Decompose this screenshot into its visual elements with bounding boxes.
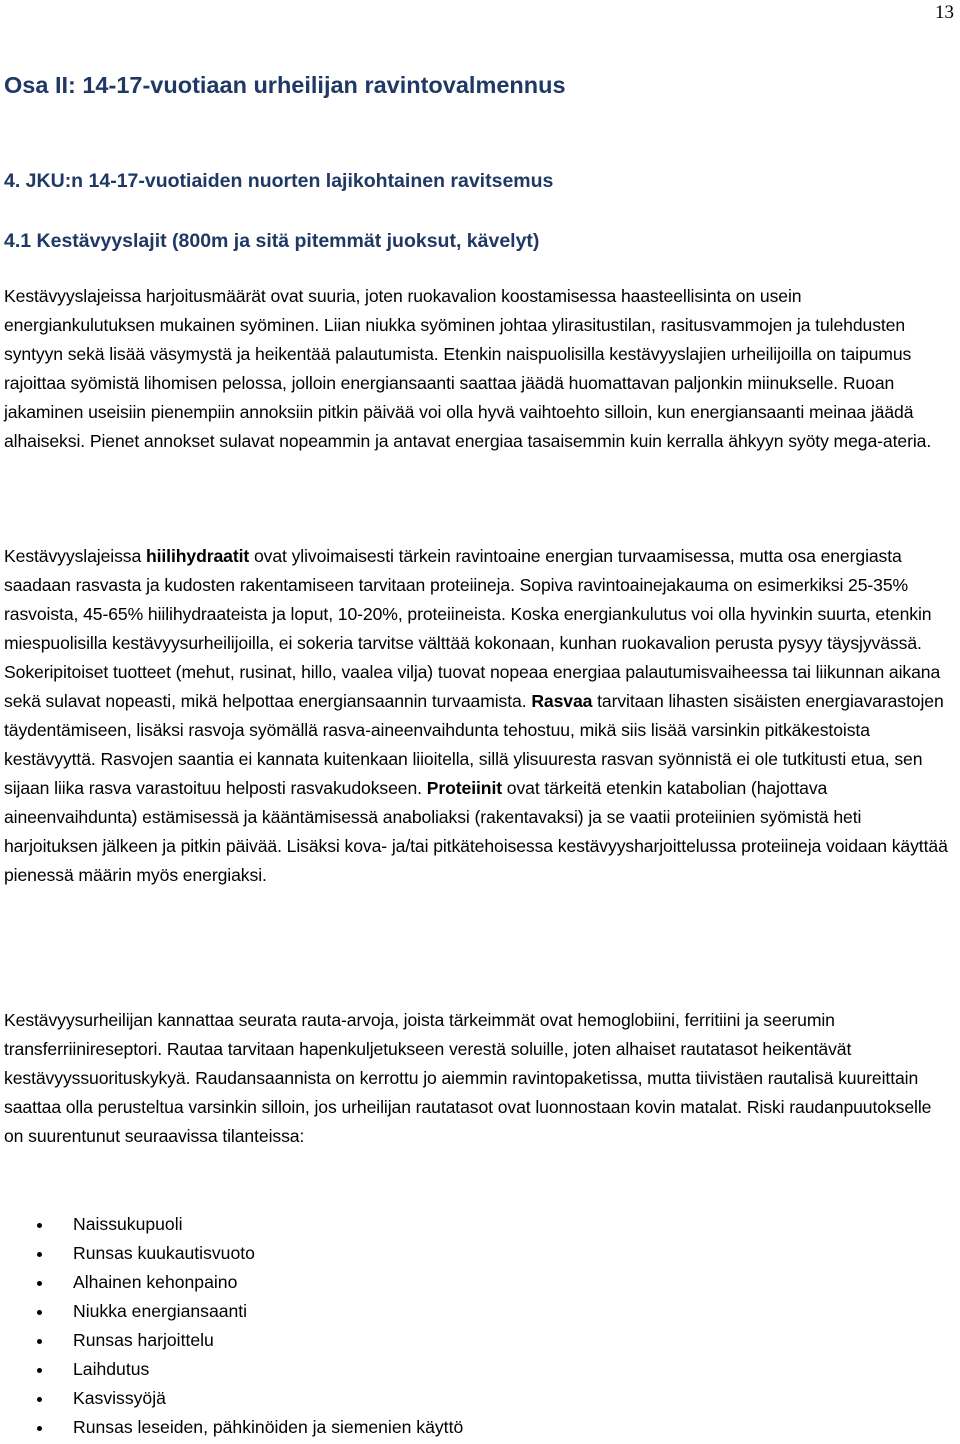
subsection-heading: 4.1 Kestävyyslajit (800m ja sitä pitemmät juoksut, kävelyt) [4,230,540,252]
bullet-icon [37,1397,42,1402]
paragraph-text: tarvitaan lihasten sisäisten energiavarastojen täydentämiseen, lisäksi rasvoja syömällä rasva-aineenvaihdunta tehostuu, mikä siis lisää varsinkin pitkäkestoista kestävyyttä. Rasvojen saantia ei kannata kuitenkaan liioitella, sillä ylisuuresta rasvan syönnistä ei ole tutkitusti etua, sen sijaan liika rasva varastoituu helposti rasvakudokseen. [4,691,944,798]
bullet-icon [37,1426,42,1431]
paragraph-energy: Kestävyyslajeissa harjoitusmäärät ovat suuria, joten ruokavalion koostamisessa haasteellisinta on usein energiankulutuksen mukainen syöminen. Liian niukka syöminen johtaa ylirasitustilan, rasitusvammojen ja tulehdusten syntyyn sekä lisää väsymystä ja heikentää palautumista. Etenkin naispuolisilla kestävyyslajien urheilijoilla on taipumus rajoittaa syömistä lihomisen pelossa, jolloin energiansaanti saattaa jäädä huomattavan paljonkin miinukselle. Ruoan jakaminen useisiin pienempiin annoksiin pitkin päivää voi olla hyvä vaihtoehto silloin, kun energiansaanti meinaa jäädä alhaiseksi. Pienet annokset sulavat nopeammin ja antavat energiaa tasaisemmin kuin kerralla ähkyyn syöty mega-ateria. [4,286,932,451]
bullet-icon [37,1310,42,1315]
page-number: 13 [935,2,954,23]
section-heading: 4. JKU:n 14-17-vuotiaiden nuorten lajikohtainen ravitsemus [4,170,554,192]
list-item [4,1384,463,1413]
list-item [4,1355,463,1384]
paragraph-nutrients [4,542,954,890]
bullet-icon [37,1368,42,1373]
list-item [4,1326,463,1355]
paragraph-text: ovat ylivoimaisesti tärkein ravintoaine energian turvaamisessa, mutta osa energiasta saadaan rasvasta ja kudosten rakentamiseen tarvitaan proteiineja. Sopiva ravintoainejakauma on esimerkiksi 25-35% rasvoista, 45-65% hiilihydraateista ja loput, 10-20%, proteiineista. Koska energiankulutus voi olla hyvinkin suurta, etenkin miespuolisilla kestävyysurheilijoilla, ei sokeria tarvitse välttää kokonaan, kunhan ruokavalion perusta pysyy täysjyvässä. Sokeripitoiset tuotteet (mehut, rusinat, hillo, vaalea vilja) tuovat nopeaa energiaa palautumisvaiheessa tai liikunnan aikana sekä sulavat nopeasti, mikä helpottaa energiansaannin turvaamista. [4,546,941,711]
list-item-text: Laihdutus [73,1359,150,1379]
paragraph-text: ovat tärkeitä etenkin katabolian (hajottava aineenvaihdunta) estämisessä ja kääntämisessä anaboliaksi (rakentavaksi) ja se vaatii proteiinien syömistä heti harjoituksen jälkeen ja pitkin päivää. Lisäksi kova- ja/tai pitkätehoisessa kestävyysharjoittelussa proteiineja voidaan käyttää pienessä määrin myös energiaksi. [4,778,948,885]
bullet-icon [37,1281,42,1286]
term-proteins: Proteiinit [426,778,502,798]
list-item [4,1413,463,1442]
term-carbohydrates: hiilihydraatit [145,546,250,566]
paragraph-iron: Kestävyysurheilijan kannattaa seurata rauta-arvoja, joista tärkeimmät ovat hemoglobiini, ferritiini ja seerumin transferriinireseptori. Rautaa tarvitaan hapenkuljetukseen verestä soluille, joten alhaiset rautatasot heikentävät kestävyyssuorituskykyä. Raudansaannista on kerrottu jo aiemmin ravintopaketissa, mutta tiivistäen rautalisä kuureittain saattaa olla perusteltua varsinkin silloin, jos urheilijan rautatasot ovat luonnostaan kovin matalat. Riski raudanpuutokselle on suurentunut seuraavissa tilanteissa: [4,1010,932,1146]
list-item-text: Runsas kuukautisvuoto [73,1243,255,1263]
risk-factor-list [4,1210,463,1442]
paragraph-text: Kestävyyslajeissa [4,546,146,566]
bullet-icon [37,1223,42,1228]
list-item-text: Niukka energiansaanti [73,1301,248,1321]
list-item-text: Naissukupuoli [73,1214,183,1234]
list-item [4,1297,463,1326]
bullet-icon [37,1339,42,1344]
list-item-text: Runsas leseiden, pähkinöiden ja siemenien käyttö [73,1417,464,1437]
list-item [4,1210,463,1239]
list-item-text: Runsas harjoittelu [73,1330,214,1350]
bullet-icon [37,1252,42,1257]
term-fat: Rasvaa [531,691,593,711]
list-item-text: Alhainen kehonpaino [73,1272,238,1292]
list-item-text: Kasvissyöjä [73,1388,166,1408]
list-item [4,1239,463,1268]
list-item [4,1268,463,1297]
main-heading: Osa II: 14-17-vuotiaan urheilijan ravintovalmennus [4,72,566,98]
